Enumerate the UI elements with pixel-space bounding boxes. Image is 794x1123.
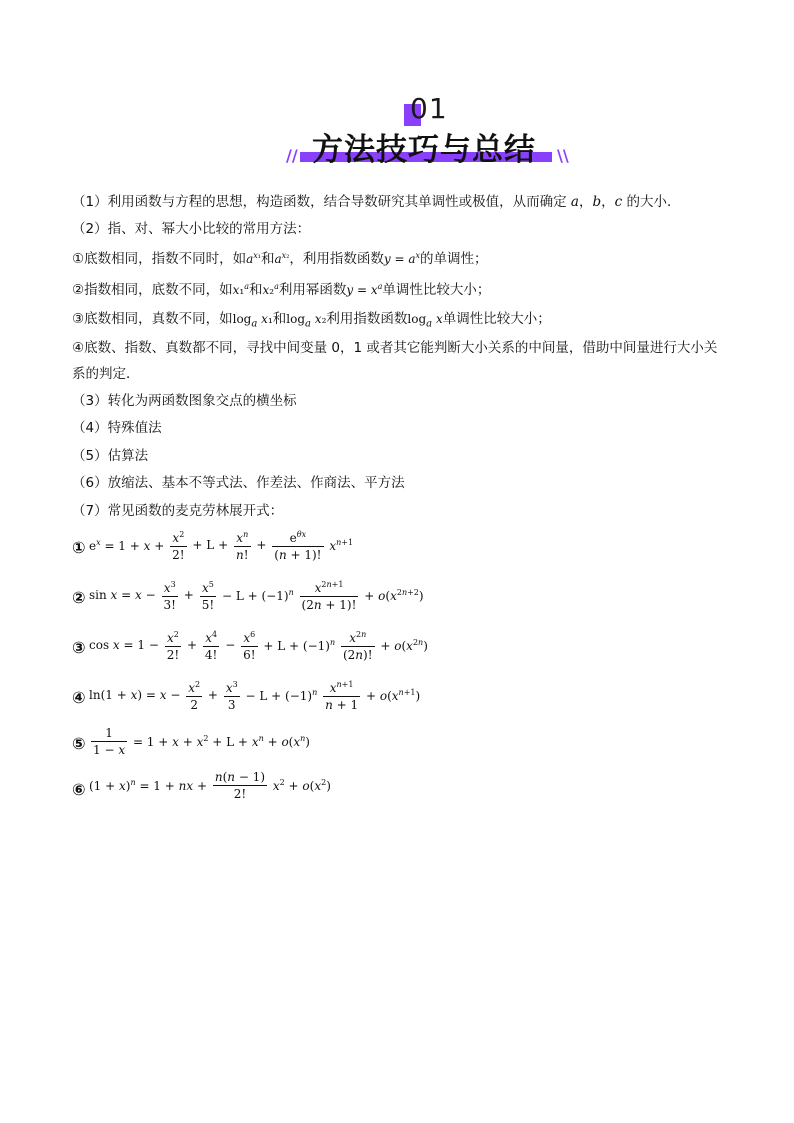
formula-marker: ④	[72, 688, 86, 707]
formula-expression: $e^x = 1 + x$ + $\frac{x^2}{2!}$ + L + $\frac{x^n}{n!}$ + $\frac{e^{\theta x}}{(n + 1)!}$ $x^{n+1}$	[89, 530, 354, 562]
header-slash-left: //	[286, 146, 298, 165]
paragraph-1: （1）利用函数与方程的思想，构造函数，结合导数研究其单调性或极值，从而确定 a，b，c 的大小．	[72, 194, 681, 210]
header-slash-right: \\	[557, 146, 569, 165]
formula-expression: $\frac{1}{1 - x}$ = $1 + x + x^2 + L + x^n + o(x^n)$	[93, 726, 310, 757]
formula-expression: ln(1 + x) = x − $\frac{x^2}{2}$ + $\frac{x^3}{3}$ − $L + (-1)^n$ $\frac{x^{n+1}}{n + 1}$ + $o(x^{n+1})$	[89, 680, 421, 712]
paragraph-6: ④底数、指数、真数都不同，寻找中间变量 0，1 或者其它能判断大小关系的中间量，借助中间量进行大小关系的判定．	[72, 340, 718, 382]
section-title: 方法技巧与总结	[312, 132, 536, 168]
paragraph-4: ②指数相同，底数不同，如x₁$^a$和x₂$^a$利用幂函数$y = x^a$单调性比较大小；	[72, 282, 491, 298]
paragraph-7: （3）转化为两函数图象交点的横坐标	[72, 393, 297, 409]
paragraph-10: （6）放缩法、基本不等式法、作差法、作商法、平方法	[72, 475, 405, 491]
formula-marker: ②	[72, 588, 86, 607]
formula-expression: cos x = 1 − $\frac{x^2}{2!}$ + $\frac{x^4}{4!}$ − $\frac{x^6}{6!}$ + $L + (-1)^n$ $\frac{x^{2n}}{(2n)!}$ + $o(x^{2n})$	[89, 630, 428, 662]
formula-marker: ③	[72, 638, 86, 657]
formula-marker: ①	[72, 538, 86, 557]
paragraph-2: （2）指、对、幂大小比较的常用方法：	[72, 221, 311, 237]
formula-expression: sin x = x − $\frac{x^3}{3!}$ + $\frac{x^5}{5!}$ − $L + (-1)^n$ $\frac{x^{2n+1}}{(2n + 1)!}$ + $o(x^{2n+2})$	[89, 580, 424, 612]
formula-expression: $(1 + x)^n = 1$ + nx + $\frac{n(n - 1)}{2!}$ $x^2 + o(x^2)$	[89, 770, 331, 801]
section-number: 01	[410, 92, 448, 125]
formula-marker: ⑤	[72, 734, 86, 753]
paragraph-5: ③底数相同，真数不同，如$\log_a x_1$和$\log_a x_2$利用指数函数$\log_a x$单调性比较大小；	[72, 311, 551, 330]
paragraph-3: ①底数相同，指数不同时，如$a^{x_1}$和$a^{x_2}$，利用指数函数$y = a^x$的单调性；	[72, 251, 488, 267]
paragraph-9: （5）估算法	[72, 448, 149, 464]
formula-marker: ⑥	[72, 780, 86, 799]
paragraph-8: （4）特殊值法	[72, 420, 162, 436]
paragraph-11: （7）常见函数的麦克劳林展开式：	[72, 503, 284, 519]
